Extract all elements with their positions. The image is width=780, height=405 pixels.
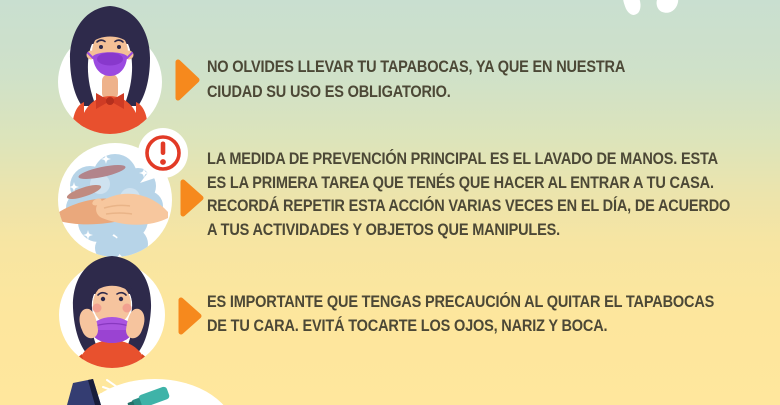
top-right-white-blob-icon — [620, 0, 643, 17]
bullet-arrow-icon — [174, 56, 202, 104]
text-line: DE TU CARA. EVITÁ TOCARTE LOS OJOS, NARIZ Y BOCA. — [207, 317, 608, 335]
text-line: LA MEDIDA DE PREVENCIÓN PRINCIPAL ES EL LAVADO DE MANOS. ESTA — [207, 150, 718, 168]
text-line: RECORDÁ REPETIR ESTA ACCIÓN VARIAS VECES EN EL DÍA, DE ACUERDO — [207, 197, 731, 216]
top-right-white-blob-icon — [654, 0, 680, 15]
text-line: NO OLVIDES LLEVAR TU TAPABOCAS, YA QUE EN NUESTRA — [207, 58, 626, 76]
section-text-mask-removal — [207, 290, 780, 338]
bullet-arrow-icon — [177, 294, 204, 338]
text-line: A TUS ACTIVIDADES Y OBJETOS QUE MANIPULES. — [207, 220, 560, 239]
woman-removing-mask-icon — [42, 250, 182, 369]
woman-wearing-mask-icon — [40, 0, 180, 140]
text-line: ES IMPORTANTE QUE TENGAS PRECAUCIÓN AL QUITAR EL TAPABOCAS — [207, 293, 715, 311]
text-line: ES LA PRIMERA TAREA QUE TENÉS QUE HACER AL ENTRAR A TU CASA. — [207, 173, 714, 192]
text-line: CIUDAD SU USO ES OBLIGATORIO. — [207, 83, 451, 101]
section-text-mask-reminder — [207, 55, 682, 105]
section-text-hand-washing — [207, 148, 780, 242]
bullet-arrow-icon — [179, 176, 206, 220]
disinfectant-spray-icon — [55, 376, 255, 405]
